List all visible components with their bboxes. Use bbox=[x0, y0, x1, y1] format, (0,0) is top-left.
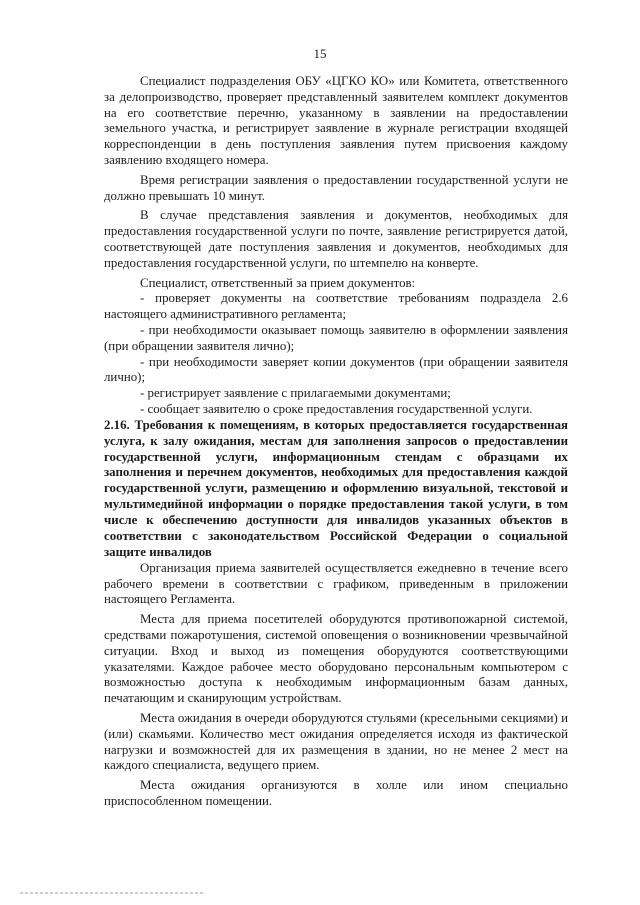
section-heading: 2.16. Требования к помещениям, в которых предоставляется государственная услуга, к залу ожидания, местам для заполнения запросов о предоставлении государственной услуги, информационным стендам с образцами их заполнения и перечнем документов, необходимых для предоставления каждой государственной услуги, размещению и оформлению визуальной, текстовой и мультимедийной информации о порядке предоставления такой услуги, в том числе к обеспечению доступности для инвалидов указанных объектов в соответствии с законодательством Российской Федерации о социальной защите инвалидов bbox=[104, 417, 568, 559]
document-body bbox=[104, 74, 568, 810]
duty-item: - проверяет документы на соответствие требованиям подраздела 2.6 настоящего административного регламента; bbox=[104, 291, 568, 322]
paragraph-responsible-specialist: Специалист, ответственный за прием документов: bbox=[140, 275, 416, 290]
paragraph-waiting-hall: Места ожидания организуются в холле или ином специально приспособленном помещении. bbox=[104, 778, 568, 809]
paragraph-postal-submission: В случае представления заявления и документов, необходимых для предоставления государственной услуги по почте, заявление регистрируется датой, соответствующей дате поступления заявления и документов, необходимых для предоставления государственной услуги, по штемпелю на конверте. bbox=[104, 208, 568, 270]
duty-item: - при необходимости заверяет копии документов (при обращении заявителя лично); bbox=[104, 354, 568, 385]
duty-item: - сообщает заявителю о сроке предоставления государственной услуги. bbox=[140, 401, 533, 416]
duty-item: - регистрирует заявление с прилагаемыми документами; bbox=[140, 386, 451, 401]
paragraph-registration: Специалист подразделения ОБУ «ЦГКО КО» или Комитета, ответственного за делопроизводство, проверяет представленный заявителем комплект документов на его соответствие перечню, указанному в заявлении на предоставлении земельного участка, и регистрирует заявление в журнале регистрации входящей корреспонденции в день поступления заявления путем присвоения каждому заявлению входящего номера. bbox=[104, 74, 568, 167]
paragraph-registration-time: Время регистрации заявления о предоставлении государственной услуги не должно превышать 10 минут. bbox=[104, 172, 568, 203]
paragraph-reception-equipment: Места для приема посетителей оборудуются противопожарной системой, средствами пожаротушения, системой оповещения о возникновении чрезвычайной ситуации. Вход и выход из помещения оборудуются соответствующими указателями. Каждое рабочее место оборудовано персональным компьютером с возможностью доступа к необходимым информационным базам данных, печатающим и сканирующим устройствам. bbox=[104, 612, 568, 706]
scan-artifact-line bbox=[0, 890, 640, 896]
paragraph-reception-schedule: Организация приема заявителей осуществляется ежедневно в течение всего рабочего времени в соответствии с графиком, приведенным в приложении настоящего Регламента. bbox=[104, 560, 568, 607]
duty-item: - при необходимости оказывает помощь заявителю в оформлении заявления (при обращении заявителя лично); bbox=[104, 322, 568, 353]
page-number: 15 bbox=[313, 46, 327, 61]
paragraph-waiting-places: Места ожидания в очереди оборудуются стульями (кресельными секциями) и (или) скамьями. Количество мест ожидания определяется исходя из фактической нагрузки и возможностей для их размещения в здании, но не менее 2 мест на каждого специалиста, ведущего прием. bbox=[104, 711, 568, 773]
